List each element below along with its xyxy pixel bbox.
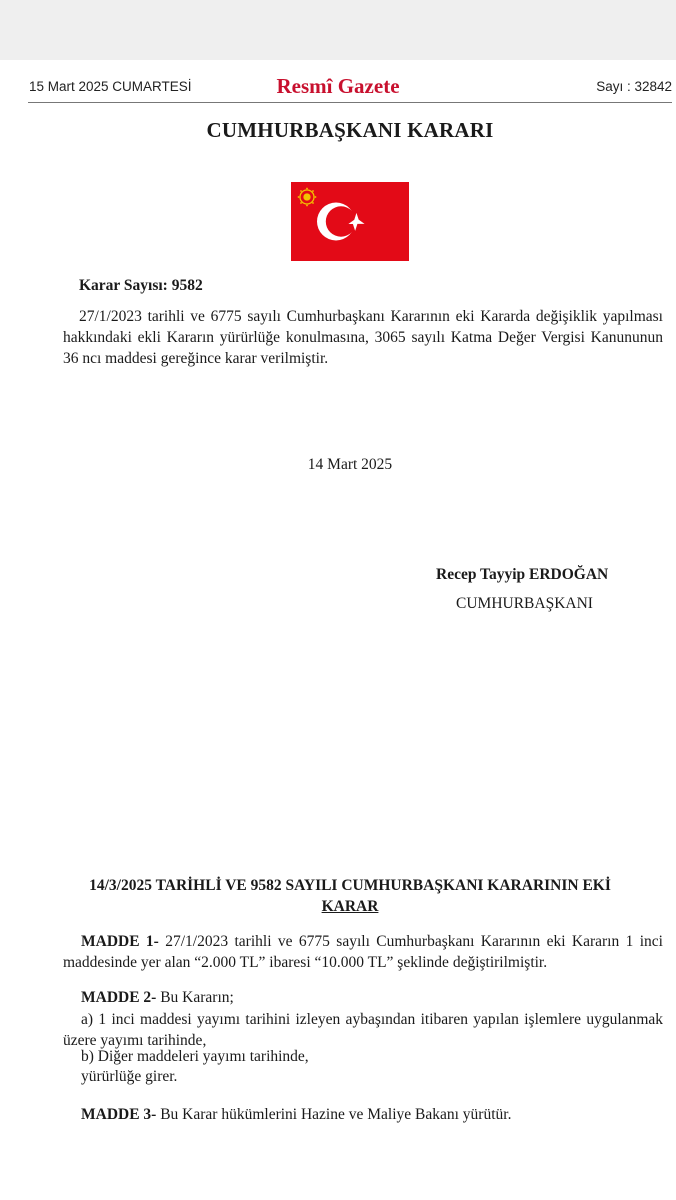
signer-title: CUMHURBAŞKANI [456, 595, 593, 612]
decision-paragraph: 27/1/2023 tarihli ve 6775 sayılı Cumhurbaşkanı Kararının eki Kararda değişiklik yapılması hakkındaki ekli Kararın yürürlüğe konulmasına, 3065 sayılı Katma Değer Vergisi Kanununun 36 ncı maddesi gereğince karar verilmiştir. [63, 308, 663, 367]
gazette-name: Resmî Gazete [276, 74, 400, 98]
article-2-item-b: b) Diğer maddeleri yayımı tarihinde, [81, 1048, 309, 1065]
annex-title [60, 875, 640, 917]
article-1-text: 27/1/2023 tarihli ve 6775 sayılı Cumhurbaşkanı Kararının eki Kararın 1 inci maddesinde yer alan “2.000 TL” ibaresi “10.000 TL” şeklinde değiştirilmiştir. [63, 933, 663, 971]
signer-name: Recep Tayyip ERDOĞAN [436, 566, 609, 583]
page-title: CUMHURBAŞKANI KARARI [206, 118, 494, 142]
article-1-label: MADDE 1- [81, 933, 159, 950]
decision-number: Karar Sayısı: 9582 [79, 277, 203, 294]
issue-number: Sayı : 32842 [596, 79, 672, 94]
article-2-text: Bu Kararın; [156, 989, 234, 1006]
turkish-flag-icon [291, 182, 409, 261]
article-3-label: MADDE 3- [81, 1106, 157, 1123]
header-divider [28, 102, 672, 103]
annex-title-line1: 14/3/2025 TARİHLİ VE 9582 SAYILI CUMHURBAŞKANI KARARININ EKİ [89, 877, 611, 894]
decision-date: 14 Mart 2025 [307, 456, 393, 473]
article-3 [81, 1106, 511, 1124]
article-3-text: Bu Karar hükümlerini Hazine ve Maliye Bakanı yürütür. [156, 1106, 512, 1123]
gazette-page [0, 60, 676, 1200]
annex-title-line2: KARAR [321, 898, 379, 915]
article-2-closing: yürürlüğe girer. [81, 1068, 178, 1085]
article-2 [81, 989, 234, 1007]
browser-top-bar [0, 0, 676, 60]
article-2-item-a: a) 1 inci maddesi yayımı tarihini izleyen aybaşından itibaren yapılan işlemlere uygulanmak üzere yayımı tarihinde, [63, 1011, 663, 1049]
article-1 [63, 931, 663, 973]
article-2-label: MADDE 2- [81, 989, 157, 1006]
header-date: 15 Mart 2025 CUMARTESİ [29, 79, 192, 94]
